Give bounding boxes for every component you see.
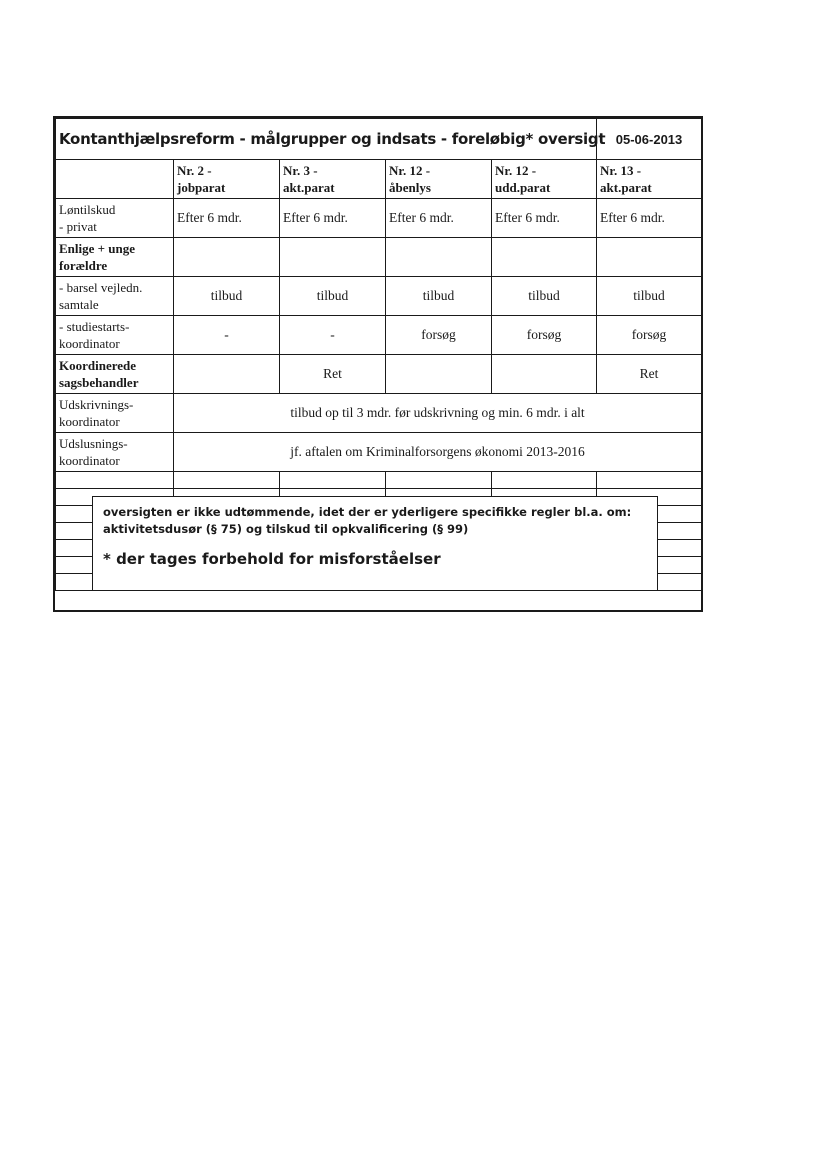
table-cell: Efter 6 mdr. [386, 199, 492, 238]
note-box [92, 496, 658, 591]
table-cell [386, 238, 492, 277]
table-cell: forsøg [597, 316, 702, 355]
table-cell: tilbud [597, 277, 702, 316]
column-header-row [56, 160, 702, 199]
table-row-udslusning [56, 433, 702, 472]
table-cell [280, 238, 386, 277]
table-cell: tilbud [174, 277, 280, 316]
table-cell [174, 355, 280, 394]
table-cell: Efter 6 mdr. [174, 199, 280, 238]
table-cell: Ret [597, 355, 702, 394]
table-cell: - [174, 316, 280, 355]
row-label: Enlige + unge forældre [56, 238, 174, 277]
column-header-nr12-uddparat: Nr. 12 - udd.parat [492, 160, 597, 199]
table-cell: forsøg [386, 316, 492, 355]
table-row-lontilskud [56, 199, 702, 238]
column-header-nr2-jobparat: Nr. 2 - jobparat [174, 160, 280, 199]
table-row-koordinerede [56, 355, 702, 394]
document-date: 05-06-2013 [597, 119, 702, 160]
row-label: Udslusnings- koordinator [56, 433, 174, 472]
table-span-cell: jf. aftalen om Kriminalforsorgens økonomi 2013-2016 [174, 433, 702, 472]
row-label: Udskrivnings- koordinator [56, 394, 174, 433]
table-row-udskrivning [56, 394, 702, 433]
table-cell [492, 355, 597, 394]
table-cell: tilbud [492, 277, 597, 316]
table-cell: Efter 6 mdr. [597, 199, 702, 238]
header-corner-cell [56, 160, 174, 199]
table-cell [174, 238, 280, 277]
table-cell [597, 238, 702, 277]
row-label: Løntilskud - privat [56, 199, 174, 238]
column-header-nr12-abenlys: Nr. 12 - åbenlys [386, 160, 492, 199]
table-cell: tilbud [386, 277, 492, 316]
note-emphasis: ikke udtømmende [193, 505, 311, 519]
table-span-cell: tilbud op til 3 mdr. før udskrivning og min. 6 mdr. i alt [174, 394, 702, 433]
table-row-studiestart [56, 316, 702, 355]
table-cell: Efter 6 mdr. [280, 199, 386, 238]
disclaimer-text: * der tages forbehold for misforståelser [103, 550, 441, 568]
table-cell [492, 238, 597, 277]
table-row-barsel [56, 277, 702, 316]
table-cell: - [280, 316, 386, 355]
table-cell: Efter 6 mdr. [492, 199, 597, 238]
title-row [56, 119, 702, 160]
note-line-2: aktivitetsdusør (§ 75) og tilskud til opkvalificering (§ 99) [103, 522, 469, 536]
row-label: Koordinerede sagsbehandler [56, 355, 174, 394]
table-cell: Ret [280, 355, 386, 394]
table-cell: forsøg [492, 316, 597, 355]
table-cell: tilbud [280, 277, 386, 316]
column-header-nr3-aktparat: Nr. 3 - akt.parat [280, 160, 386, 199]
row-label: - studiestarts- koordinator [56, 316, 174, 355]
table-row-enlige [56, 238, 702, 277]
row-label: - barsel vejledn. samtale [56, 277, 174, 316]
column-header-nr13-aktparat: Nr. 13 - akt.parat [597, 160, 702, 199]
note-line-1: oversigten er ikke udtømmende, idet der er yderligere specifikke regler bl.a. om: [103, 505, 632, 519]
page-title: Kontanthjælpsreform - målgrupper og indsats - foreløbig* oversigt [56, 119, 597, 160]
table-cell [386, 355, 492, 394]
empty-row [56, 472, 702, 489]
